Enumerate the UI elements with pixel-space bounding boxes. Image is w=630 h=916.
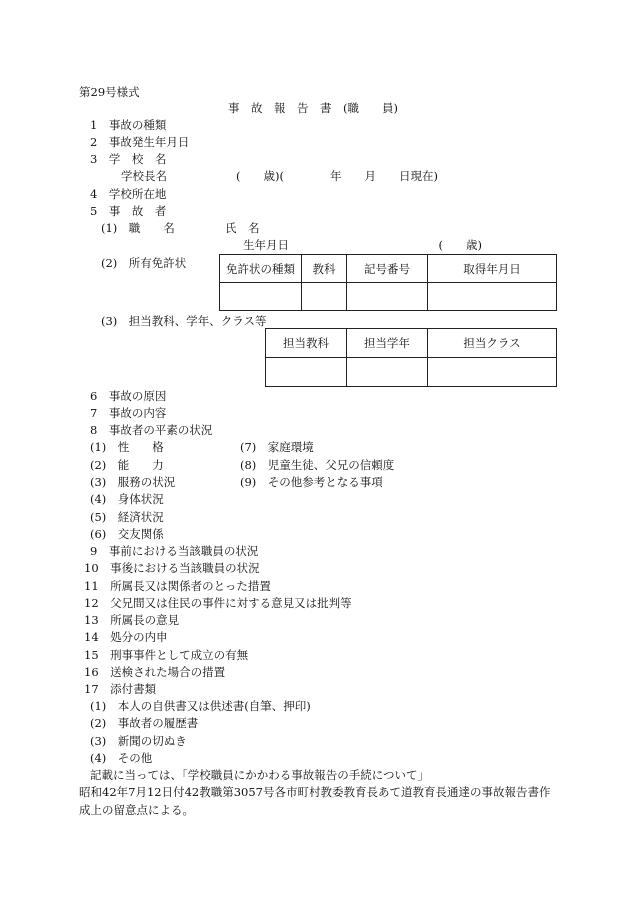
license-cell-number[interactable] [347, 283, 428, 311]
status-ability: (2) 能 力 [90, 458, 164, 472]
status-other: (9) その他参考となる事項 [240, 475, 383, 489]
item-content: 7 事故の内容 [90, 406, 167, 420]
note-line-3: 成上の留意点による。 [79, 803, 194, 817]
status-family: (7) 家庭環境 [240, 440, 314, 454]
status-physical: (4) 身体状況 [90, 492, 164, 506]
subject-header-class: 担当クラス [428, 329, 557, 358]
item-school-name: 3 学 校 名 [90, 152, 167, 166]
status-trust: (8) 児童生徒、父兄の信頼度 [240, 458, 395, 472]
subject-cell-subject[interactable] [266, 358, 347, 387]
license-header-subject: 教科 [302, 255, 347, 283]
item-disciplinary: 14 処分の内申 [84, 630, 168, 644]
document-title: 事 故 報 告 書 (職 員) [228, 101, 398, 115]
principal-name-line: 学校長名 ( 歳)( 年 月 日現在) [121, 169, 438, 183]
license-table [219, 254, 557, 311]
license-cell-subject[interactable] [302, 283, 347, 311]
sub-license: (2) 所有免許状 [101, 256, 187, 270]
attachment-other: (4) その他 [90, 751, 153, 765]
sub-position: (1) 職 名 [101, 221, 175, 235]
status-friends: (6) 交友関係 [90, 527, 164, 541]
item-measures: 11 所属長又は関係者のとった措置 [84, 579, 271, 593]
attachment-clippings: (3) 新聞の切ぬき [90, 734, 187, 748]
item-accident-person: 5 事 故 者 [90, 204, 167, 218]
license-header-type: 免許状の種類 [220, 255, 302, 283]
license-cell-type[interactable] [220, 283, 302, 311]
note-line-2: 昭和42年7月12日付42教職第3057号各市町村教委教育長あて道教育長通達の事故報告書作 [79, 785, 551, 799]
sub-subject-grade: (3) 担当教科、学年、クラス等 [101, 314, 267, 328]
subject-cell-class[interactable] [428, 358, 557, 387]
license-header-date: 取得年月日 [428, 255, 557, 283]
license-header-number: 記号番号 [347, 255, 428, 283]
note-line-1: 記載に当っては、「学校職員にかかわる事故報告の手続について」 [90, 768, 430, 782]
attachment-resume: (2) 事故者の履歴書 [90, 716, 199, 730]
form-number: 第29号様式 [79, 85, 140, 99]
item-accident-type: 1 事故の種類 [90, 118, 167, 132]
subject-cell-grade[interactable] [347, 358, 428, 387]
item-usual-status: 8 事故者の平素の状況 [90, 423, 213, 437]
subject-header-grade: 担当学年 [347, 329, 428, 358]
item-cause: 6 事故の原因 [90, 389, 167, 403]
status-service: (3) 服務の状況 [90, 475, 176, 489]
item-prior-status: 9 事前における当該職員の状況 [90, 544, 259, 558]
name-label: 氏 名 [225, 221, 260, 235]
item-criminal: 15 刑事事件として成立の有無 [84, 648, 249, 662]
item-attachments: 17 添付書類 [84, 682, 157, 696]
item-principal-opinion: 13 所属長の意見 [84, 613, 180, 627]
item-school-address: 4 学校所在地 [90, 187, 167, 201]
license-cell-date[interactable] [428, 283, 557, 311]
item-after-status: 10 事後における当該職員の状況 [84, 561, 260, 575]
item-accident-date: 2 事故発生年月日 [90, 135, 190, 149]
birthdate-line: 生年月日 ( 歳) [243, 238, 482, 252]
status-economic: (5) 経済状況 [90, 510, 164, 524]
attachment-confession: (1) 本人の自供書又は供述書(自筆、押印) [90, 699, 311, 713]
item-opinions: 12 父兄間又は住民の事件に対する意見又は批判等 [84, 596, 352, 610]
status-personality: (1) 性 格 [90, 440, 164, 454]
item-prosecution: 16 送検された場合の措置 [84, 665, 226, 679]
subject-table [265, 328, 557, 387]
subject-header-subject: 担当教科 [266, 329, 347, 358]
